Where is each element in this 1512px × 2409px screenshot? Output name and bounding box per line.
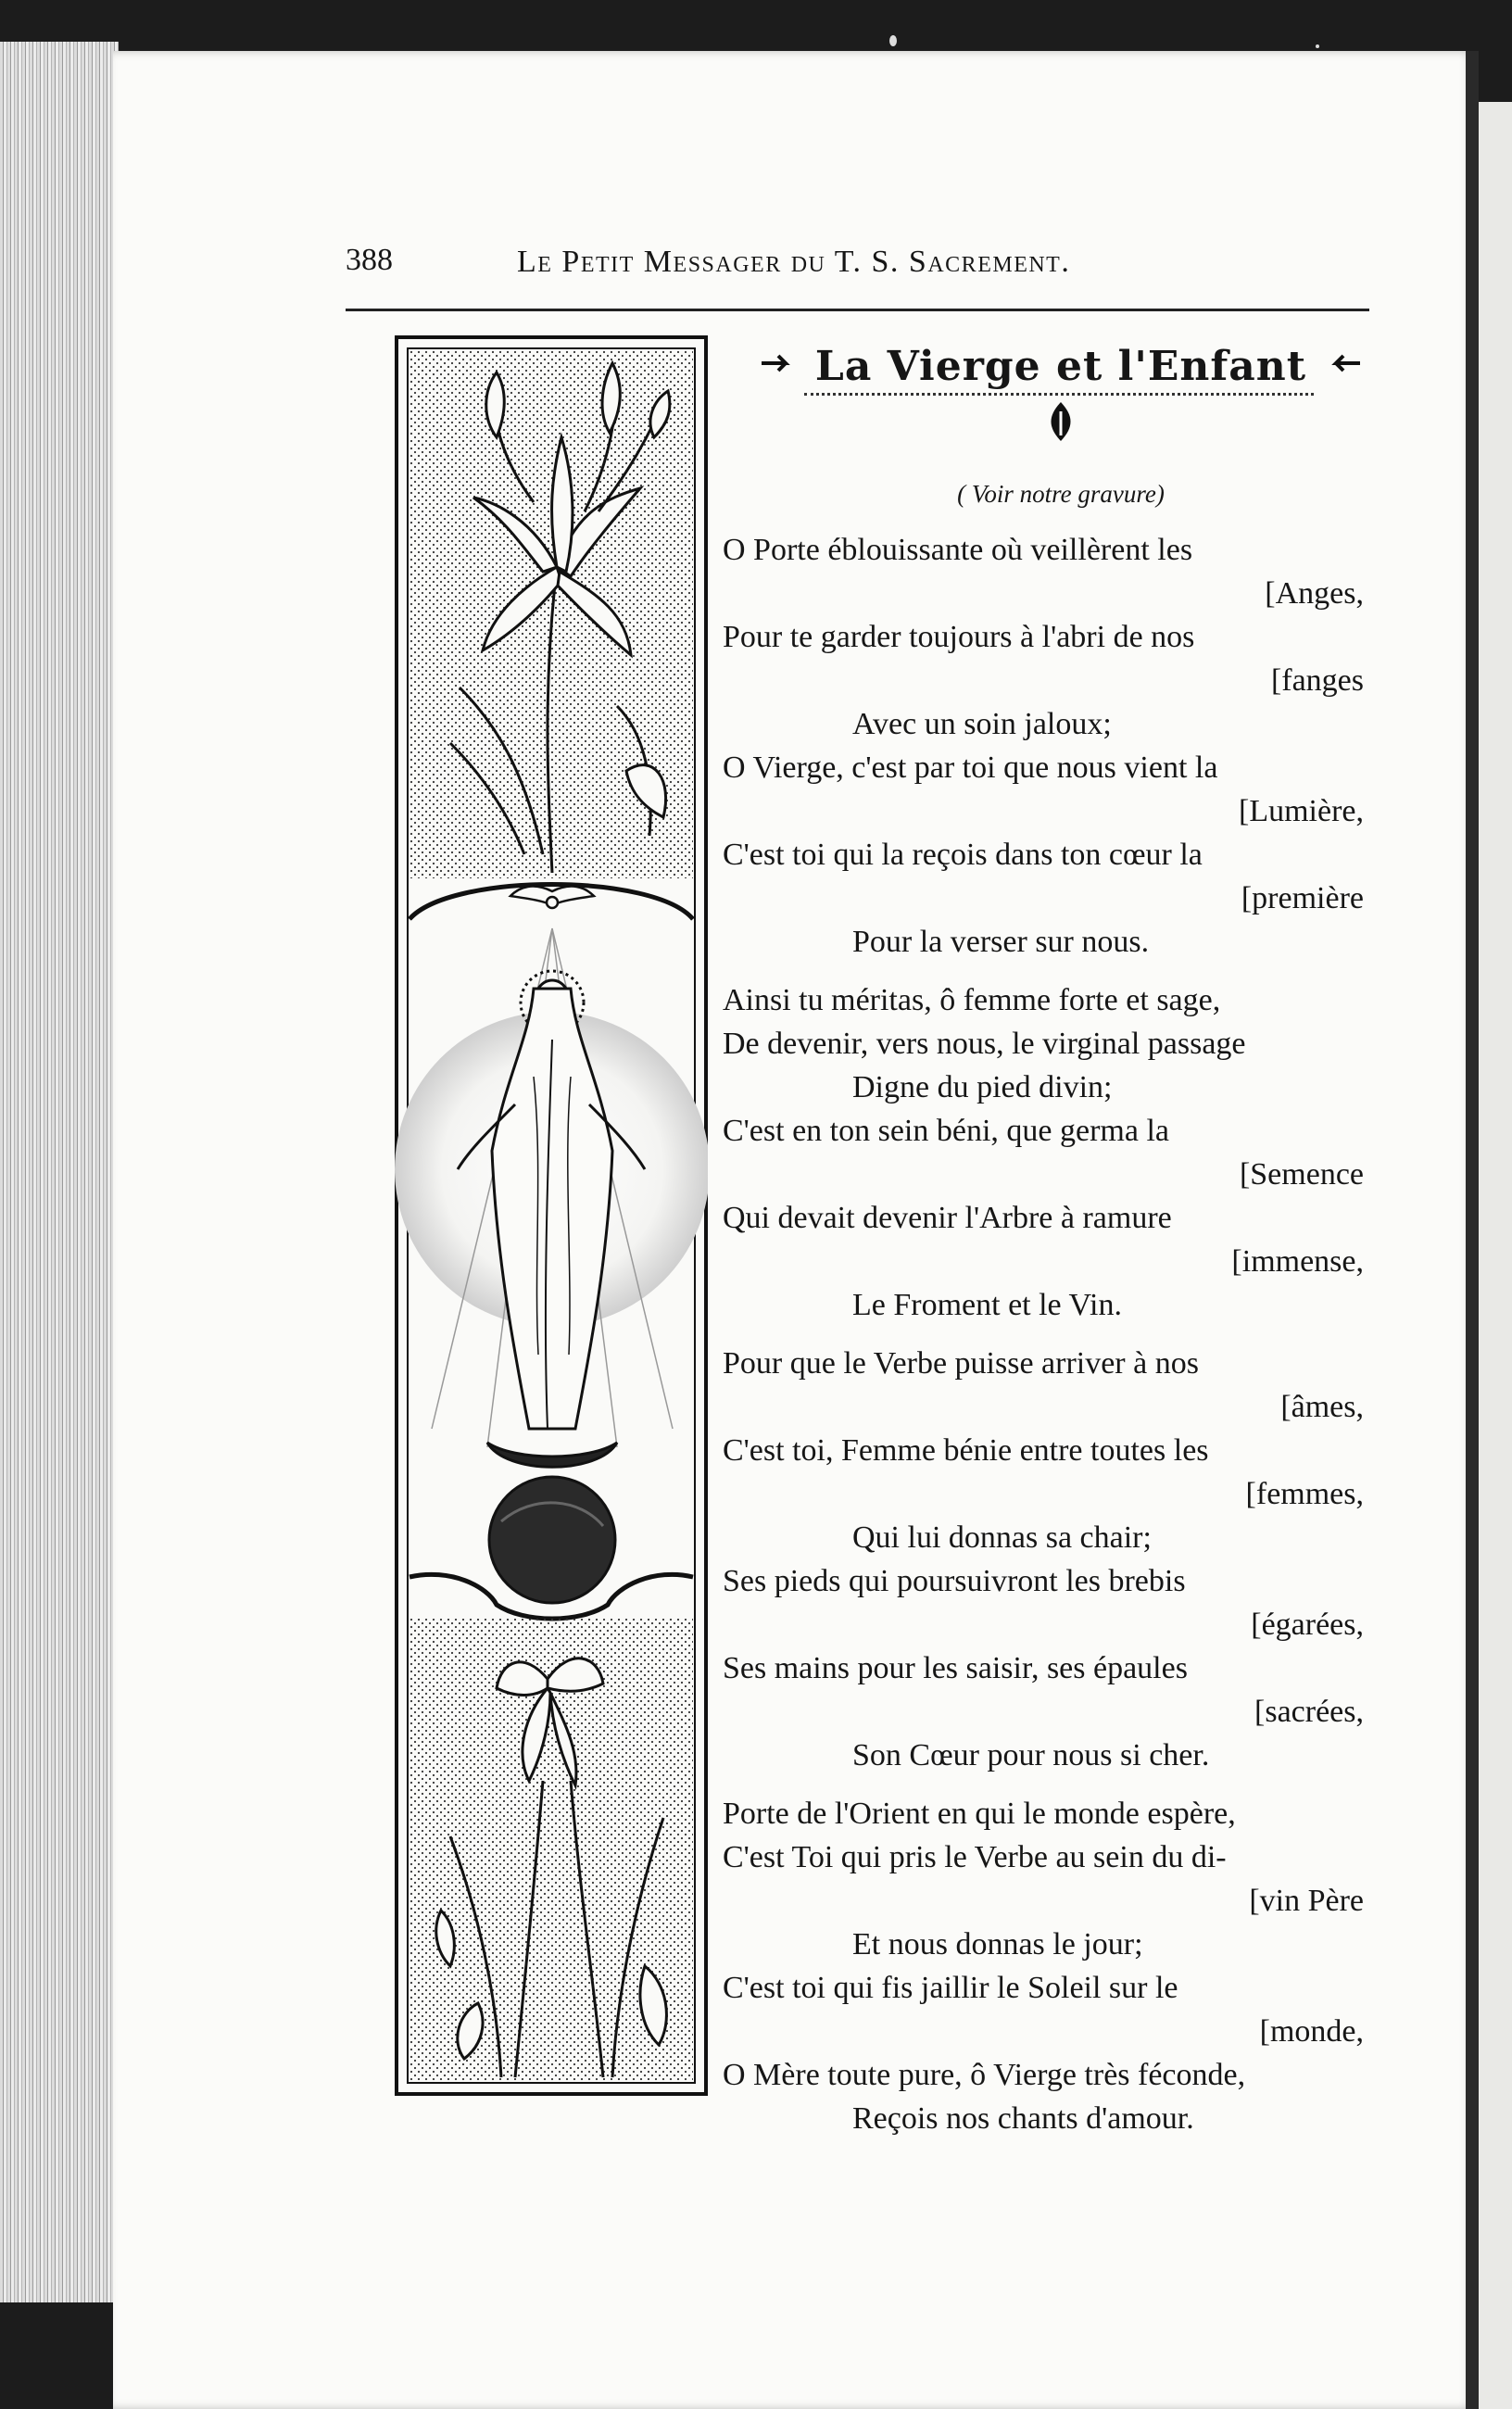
poem-line-continuation: [Anges, (1265, 576, 1364, 611)
book-gutter (1466, 51, 1479, 2409)
poem-line-continuation: [première (1241, 881, 1364, 915)
poem-line: Qui devait devenir l'Arbre à ramure (723, 1201, 1172, 1235)
poem-line: O Porte éblouissante où veillèrent les (723, 533, 1193, 567)
poem-line: Pour te garder toujours à l'abri de nos (723, 620, 1195, 654)
poem-line: Ses pieds qui poursuivront les brebis (723, 1564, 1186, 1598)
fleuron-ornament-icon (1040, 398, 1082, 445)
poem-line: C'est en ton sein béni, que germa la (723, 1114, 1169, 1148)
poem-line: C'est toi qui fis jaillir le Soleil sur le (723, 1971, 1178, 2005)
poem-line: Et nous donnas le jour; (852, 1927, 1143, 1961)
poem-line-continuation: [sacrées, (1254, 1695, 1364, 1729)
right-ornament-icon (1325, 352, 1362, 380)
stanza-gap (723, 1777, 1371, 1792)
poem-title: La Vierge et l'Enfant (814, 343, 1307, 390)
header-rule (346, 309, 1369, 311)
poem-line: Digne du pied divin; (852, 1070, 1113, 1104)
poem-line: Avec un soin jaloux; (852, 707, 1112, 741)
poem-line-continuation: [immense, (1231, 1244, 1364, 1279)
poem-line: Pour que le Verbe puisse arriver à nos (723, 1346, 1199, 1381)
running-head (346, 243, 1369, 298)
poem-subtitle: ( Voir notre gravure) (957, 480, 1165, 508)
globe-icon (489, 1477, 615, 1603)
poem-stanza (723, 528, 1371, 964)
poem-line: C'est Toi qui pris le Verbe au sein du di- (723, 1840, 1227, 1874)
poem-line-continuation: [âmes, (1280, 1390, 1364, 1424)
virgin-engraving-illustration (395, 335, 708, 2096)
poem-line: Ainsi tu méritas, ô femme forte et sage, (723, 983, 1221, 1017)
poem-line-continuation: [monde, (1259, 2014, 1364, 2049)
poem-line: Pour la verser sur nous. (852, 925, 1150, 959)
poem-stanza (723, 1792, 1371, 2140)
poem-line: Qui lui donnas sa chair; (852, 1520, 1152, 1555)
dust-speck (1316, 44, 1319, 48)
dust-speck (889, 35, 897, 46)
poem-line: Reçois nos chants d'amour. (852, 2101, 1194, 2136)
poem-stanza (723, 1342, 1371, 1777)
poem-line: O Vierge, c'est par toi que nous vient la (723, 750, 1218, 785)
poem-title-block (760, 334, 1362, 454)
poem-line: O Mère toute pure, ô Vierge très féconde, (723, 2058, 1246, 2092)
poem-line: Son Cœur pour nous si cher. (852, 1738, 1210, 1772)
poem-line-continuation: [fanges (1270, 663, 1364, 698)
facing-page-edge (1479, 102, 1512, 2409)
title-dotted-rule (804, 393, 1314, 396)
stanza-gap (723, 1327, 1371, 1342)
poem-line-continuation: [femmes, (1245, 1477, 1364, 1511)
poem-line-continuation: [vin Père (1249, 1884, 1364, 1918)
poem-line: Le Froment et le Vin. (852, 1288, 1122, 1322)
page-stack-edge (0, 42, 119, 2302)
stanza-gap (723, 964, 1371, 978)
poem-line: C'est toi, Femme bénie entre toutes les (723, 1433, 1209, 1468)
running-title: Le Petit Messager du T. S. Sacrement. (517, 245, 1071, 279)
poem-line: C'est toi qui la reçois dans ton cœur la (723, 838, 1203, 872)
poem-body (723, 528, 1371, 2140)
poem-line: Ses mains pour les saisir, ses épaules (723, 1651, 1188, 1685)
poem-line-continuation: [Semence (1239, 1157, 1364, 1192)
poem-stanza (723, 978, 1371, 1327)
poem-line-continuation: [égarées, (1251, 1608, 1364, 1642)
poem-line-continuation: [Lumière, (1239, 794, 1364, 828)
page-number: 388 (346, 243, 393, 277)
poem-line: De devenir, vers nous, le virginal passage (723, 1027, 1246, 1061)
poem-line: Porte de l'Orient en qui le monde espère, (723, 1797, 1236, 1831)
